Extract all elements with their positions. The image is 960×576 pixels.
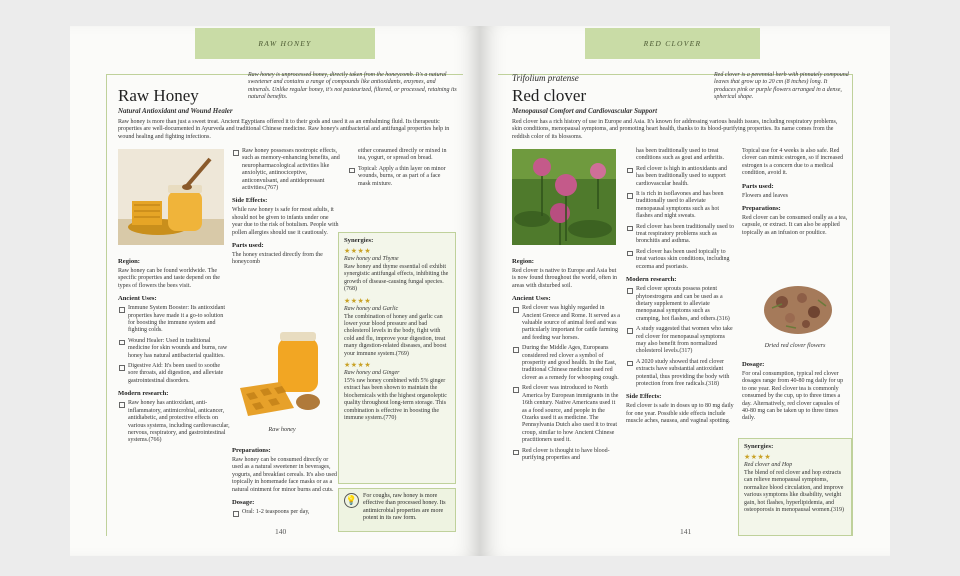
body-text: Raw honey is more than just a sweet treat. Ancient Egyptians offered it to their gods and used it as an embalming fluid. Its therapeutic properties are well-documented in Ayurveda and traditional Chinese medicine. Raw honey's antibacterial and antifungal properties help in wound healing and fighting infections. (118, 119, 450, 140)
intro-text: Red clover is a perennial herb with pinnately compound leaves that grow up to 20 cm (8 inches) long. It produces pink or purple flowers arranged in a dense, spherical shape. (714, 72, 849, 100)
region-text: Raw honey can be found worldwide. The specific properties and taste depend on the types of flowers the bees visit. (118, 268, 220, 289)
page-subtitle: Menopausal Comfort and Cardiovascular Support (512, 107, 658, 115)
synergies-box (338, 232, 456, 484)
synergy-name: Raw honey and Ginger (344, 370, 400, 377)
list-item: Raw honey has antioxidant, anti-inflammatory, antimicrobial, anticancer, antidiabetic, and protective effects on various systems, including cardiovascular, nervous, respiratory, and gastrointestinal systems.(766) (118, 400, 230, 444)
side-effects-heading: Side Effects: (626, 393, 662, 401)
synergy-name: Red clover and Hop (744, 462, 793, 468)
side-effects-text: While raw honey is safe for most adults, it should not be given to infants under one year due to the risk of botulism. People with pollen allergies should use it cautiously. (232, 207, 339, 236)
list-item: A study suggested that women who take red clover for menopausal symptoms may also benefit from normalized cholesterol levels.(317) (626, 326, 734, 356)
rating-stars: ★★★★ (344, 247, 372, 255)
section-tab: RED CLOVER (585, 28, 760, 59)
page-subtitle: Natural Antioxidant and Wound Healer (118, 107, 233, 115)
list-item: Immune System Booster: Its antioxidant properties have made it a go-to solution for boosting the immune system and fighting colds. (118, 305, 230, 335)
tip-text: For coughs, raw honey is more effective than processed honey. Its antimicrobial properties are more potent in its raw form. (363, 493, 446, 521)
lightbulb-icon: 💡 (344, 493, 359, 508)
left-page (70, 26, 480, 556)
dosage-heading: Dosage: (742, 361, 765, 368)
preparations-text: Raw honey can be consumed directly or used as a natural sweetener in beverages, yogurts, and breakfast cereals. It's also used topically in homemade face masks or as a natural ointment for minor burns and cuts. (232, 457, 338, 493)
list-item: Digestive Aid: It's been used to soothe sore throats, aid digestion, and alleviate gastrointestinal disorders. (118, 363, 230, 385)
modern-research-heading: Modern research: (626, 276, 677, 284)
dosage-heading: Dosage: (232, 499, 255, 507)
modern-research-heading: Modern research: (118, 390, 169, 398)
list-item: Topical: Apply a thin layer on minor wounds, burns, or as part of a face mask mixture. (348, 166, 452, 188)
preparations-text: Red clover can be consumed orally as a tea, capsule, or extract. It can also be applied topically as an infusion or poultice. (742, 215, 848, 236)
region-heading: Region: (512, 258, 534, 265)
modern-research-list (118, 400, 230, 444)
parts-used-heading: Parts used: (232, 242, 264, 250)
synergy-text: The blend of red clover and hop extracts can relieve menopausal symptoms, normalize blood circulation, and improve various symptoms like disability, weight gain, hot flashes, hyperlipidemia, and osteoporosis in menopausal women.(319) (744, 470, 844, 514)
page-number: 141 (680, 527, 692, 536)
column-1 (118, 253, 230, 448)
rating-stars: ★★★★ (344, 361, 372, 370)
rating-stars: ★★★★ (344, 296, 372, 305)
right-page (480, 26, 890, 556)
intro-text: Raw honey is unprocessed honey, directly taken from the honeycomb. It's a natural sweetener and contains a range of compounds like antioxidants, enzymes, and minerals. Unlike regular honey, it's not pasteurized, filtered, or processed, retaining its natural benefits. (248, 72, 457, 100)
dried-clover-photo (758, 278, 838, 338)
region-heading: Region: (118, 258, 140, 265)
parts-used-heading: Parts used: (742, 182, 774, 190)
rating-stars: ★★★★ (744, 453, 772, 461)
topical-list (348, 166, 452, 188)
column-2 (232, 148, 340, 267)
section-tab: RAW HONEY (195, 28, 375, 59)
synergies-heading: Synergies: (744, 443, 774, 450)
list-item: Oral: 1-2 teaspoons per day, (232, 509, 340, 516)
list-item: Red clover was highly regarded in Ancient Greece and Rome. It served as a valuable source of animal feed and was particularly important for cattle farming and feeding war horses. (512, 305, 620, 342)
honey-jar-photo (118, 149, 224, 245)
column-2 (626, 148, 734, 426)
photo-caption: Raw honey (268, 426, 296, 433)
synergies-box (738, 438, 852, 536)
page-title: Red clover (512, 86, 587, 105)
preparations-heading: Preparations: (232, 447, 271, 454)
list-item: Red clover sprouts possess potent phytoestrogens and can be used as a dietary supplement to alleviate menopausal symptoms such as cramping, hot flashes, and others.(316) (626, 286, 734, 323)
synergy-text: The combination of honey and garlic can lower your blood pressure and bad cholesterol levels in the body, fight with cold and flu, improve your digestion, treat many digestion-related diseases, and boost your immune system.(769) (344, 313, 447, 357)
page-frame (852, 74, 853, 536)
synergy-text: 15% raw honey combined with 5% ginger extract has been shown to maintain the biochemicals with the highest organoleptic quality throughout long-term storage. This combination is effective in boosting the immune system.(770) (344, 378, 447, 422)
page-number: 140 (275, 527, 287, 536)
ancient-uses-list (118, 305, 230, 385)
dosage-list (232, 509, 340, 516)
list-item: Red clover was introduced to North America by European immigrants in the 16th century. Native Americans used it as a food source, and people in the Ozarks used it as medicine. The Pennsylvania Dutch also used it to treat croup, similar to how Ancient Chinese practitioners used it. (512, 385, 620, 444)
list-item: Red clover is high in antioxidants and has been traditionally used to support cardiovascular health. (626, 166, 734, 188)
body-text: Red clover has a rich history of use in Europe and Asia. It's known for addressing various health issues, including respiratory problems, skin conditions, menopausal symptoms, and promoting heart health, thanks to its blood-purifying properties. Its name comes from the reddish color of its blossoms. (512, 119, 838, 140)
column-3-lower (742, 356, 848, 423)
open-book (70, 26, 890, 556)
ancient-uses-list (512, 305, 620, 462)
list-item: Red clover is thought to have blood-purifying properties and (512, 448, 620, 463)
honeycomb-photo (234, 328, 330, 418)
dosage-continued: either consumed directly or mixed in tea, yogurt, or spread on bread. (358, 148, 447, 162)
column-1 (512, 253, 620, 465)
modern-research-list (626, 286, 734, 388)
synergy-name: Raw honey and Garlic (344, 305, 399, 312)
list-item: Wound Healer: Used in traditional medicine for skin wounds and burns, raw honey has natural antibacterial qualities. (118, 338, 230, 360)
list-item: Red clover has been used topically to treat various skin conditions, including eczema and psoriasis. (626, 249, 734, 271)
side-effects-heading: Side Effects: (232, 197, 268, 205)
parts-used-text: The honey extracted directly from the honeycomb (232, 252, 323, 266)
tip-box (338, 488, 456, 532)
page-title: Raw Honey (118, 86, 199, 105)
synergies-heading: Synergies: (344, 237, 374, 244)
photo-caption: Dried red clover flowers (764, 342, 826, 349)
column-3 (742, 148, 848, 237)
side-effects-text: Red clover is safe in doses up to 80 mg daily for one year. Possible side effects include muscle aches, nausea, and vaginal spotting. (626, 403, 734, 425)
parts-used-text: Flowers and leaves (742, 192, 788, 199)
ancient-uses-list-2 (626, 166, 734, 271)
red-clover-photo (512, 149, 616, 245)
list-item: During the Middle Ages, Europeans considered red clover a symbol of prosperity and good health. In the East, traditional Chinese medicine used red clover as a remedy for whooping cough. (512, 345, 620, 382)
list-item: Raw honey possesses nootropic effects, such as memory-enhancing benefits, and neuropharmacological activities like anxiolytic, antinociceptive, anticonvulsant, and antidepressant activities.(767) (232, 148, 340, 192)
column-2-lower (232, 442, 340, 519)
ancient-uses-continued: has been traditionally used to treat conditions such as gout and arthritis. (636, 148, 724, 162)
list-item: A 2020 study showed that red clover extracts have substantial antioxidant potential, thus providing the body with protection from free radicals.(318) (626, 359, 734, 389)
region-text: Red clover is native to Europe and Asia but is now found throughout the world, often in areas with disturbed soil. (512, 268, 617, 289)
column-3 (348, 148, 452, 191)
synergy-text: Raw honey and thyme essential oil exhibit synergistic antifungal effects, inhibiting the growth of disease-causing fungal species.(768) (344, 264, 449, 293)
preparations-heading: Preparations: (742, 205, 781, 213)
ancient-uses-heading: Ancient Uses: (118, 295, 157, 303)
nootropic-list (232, 148, 340, 192)
side-effects-continued: Topical use for 4 weeks is also safe. Red clover can mimic estrogen, so if increased estrogen is a concern due to a medical condition, avoid it. (742, 148, 844, 177)
list-item: It is rich in isoflavones and has been traditionally used to alleviate menopausal symptoms such as hot flashes and night sweats. (626, 191, 734, 221)
latin-name: Trifolium pratense (512, 73, 579, 83)
ancient-uses-heading: Ancient Uses: (512, 295, 551, 303)
dosage-text: For oral consumption, typical red clover dosages range from 40-80 mg daily for up to one year. Red clover tea is commonly consumed by the cup, up to three times a day. Alternatively, red clover capsules of 40-80 mg can be taken up to three times daily. (742, 371, 844, 422)
list-item: Red clover has been traditionally used to treat respiratory problems such as bronchitis and asthma. (626, 224, 734, 246)
synergy-name: Raw honey and Thyme (344, 256, 399, 262)
